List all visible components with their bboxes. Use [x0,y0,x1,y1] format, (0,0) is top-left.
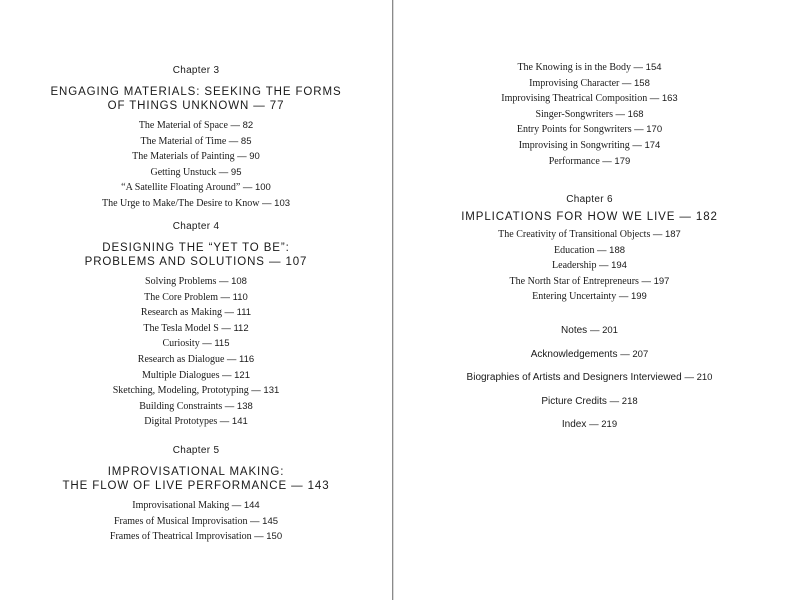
toc-entry[interactable]: The Material of Space — 82 [138,120,254,131]
toc-entry[interactable]: The Materials of Painting — 90 [132,151,260,163]
toc-entry[interactable]: Education — 188 [553,244,626,256]
toc-entry[interactable]: The Core Problem — 110 [144,291,248,303]
chapter-label: Chapter 4 [172,221,220,232]
chapter-6-block [394,193,785,305]
chapter-title-text: OF THINGS UNKNOWN [107,100,250,112]
toc-entry[interactable]: The Knowing is in the Body — 154 [517,62,662,73]
toc-entry[interactable]: Digital Prototypes — 141 [144,416,248,428]
back-matter-entry[interactable]: Index — 219 [561,419,618,430]
toc-entry[interactable]: The North Star of Entrepreneurs — 197 [509,275,670,287]
chapter-title-text: PROBLEMS AND SOLUTIONS [84,256,265,268]
chapter-5-block [0,444,392,545]
back-matter-entry[interactable]: Biographies of Artists and Designers Interviewed — 210 [466,372,713,383]
toc-entry[interactable]: Improvising Character — 158 [529,77,650,89]
toc-entry[interactable]: Research as Making — 111 [140,307,252,319]
chapter-3-block [0,64,392,212]
back-matter-entry[interactable]: Notes — 201 [561,325,618,336]
toc-entry[interactable]: Performance — 179 [548,155,631,167]
chapter-page-number: — 182 [679,211,718,223]
toc-entry[interactable]: “A Satellite Floating Around” — 100 [121,182,271,194]
back-matter-entry[interactable]: Picture Credits — 218 [541,395,638,407]
toc-entry[interactable]: The Creativity of Transitional Objects — 187 [498,229,681,240]
chapter-title [394,210,785,224]
chapter-label: Chapter 5 [172,445,220,456]
chapter-title [0,241,392,269]
toc-entry[interactable]: Entry Points for Songwriters — 170 [516,124,663,136]
toc-entry-list [394,60,785,169]
toc-entry[interactable]: Solving Problems — 108 [145,276,247,287]
toc-entry[interactable]: Leadership — 194 [552,260,627,272]
toc-entry[interactable]: Frames of Theatrical Improvisation — 150 [109,531,283,543]
chapter-title-line2 [0,479,392,493]
back-matter-entry[interactable]: Acknowledgements — 207 [530,348,649,360]
chapter-label: Chapter 3 [172,65,220,76]
toc-entry[interactable]: Curiosity — 115 [162,338,230,350]
chapter-page-number: — 107 [268,256,308,268]
toc-entry[interactable]: Sketching, Modeling, Prototyping — 131 [112,385,280,397]
toc-entry[interactable]: Research as Dialogue — 116 [137,353,255,365]
toc-entry[interactable]: The Urge to Make/The Desire to Know — 103 [101,197,291,209]
chapter-title-line2 [0,99,392,113]
toc-entry-list [0,498,392,545]
chapter-title-line2 [0,255,392,269]
left-page [0,0,392,600]
back-matter-block [394,319,785,437]
chapter-title [0,85,392,113]
chapter-title-line1: IMPROVISATIONAL MAKING: [107,466,285,478]
chapter-4-block [0,220,392,430]
chapter-page-number: — 77 [253,100,285,112]
chapter-title [0,465,392,493]
toc-entry-list [0,274,392,430]
toc-entry-list [394,227,785,305]
toc-entry[interactable]: Singer-Songwriters — 168 [535,108,644,120]
toc-entry[interactable]: The Tesla Model S — 112 [143,322,249,334]
toc-entry[interactable]: Improvising Theatrical Composition — 163 [501,93,678,105]
chapter-title-line1: ENGAGING MATERIALS: SEEKING THE FORMS [50,86,342,98]
toc-entry[interactable]: Improvising in Songwriting — 174 [518,139,661,151]
chapter-label: Chapter 6 [566,194,613,205]
toc-entry[interactable]: Building Constraints — 138 [139,400,253,412]
toc-entry[interactable]: Entering Uncertainty — 199 [532,291,647,303]
toc-entry[interactable]: Frames of Musical Improvisation — 145 [113,515,279,527]
toc-entry[interactable]: The Material of Time — 85 [140,135,252,147]
toc-entry[interactable]: Multiple Dialogues — 121 [142,369,250,381]
chapter-title-text: IMPLICATIONS FOR HOW WE LIVE [461,211,676,223]
toc-entry-list [0,118,392,212]
right-page [394,0,785,600]
chapter-page-number: — 143 [291,480,330,492]
chapter-5-continued-block [394,60,785,169]
toc-entry[interactable]: Getting Unstuck — 95 [150,166,242,178]
toc-entry[interactable]: Improvisational Making — 144 [132,500,260,511]
chapter-title-line1: DESIGNING THE “YET TO BE”: [102,242,290,254]
chapter-title-text: THE FLOW OF LIVE PERFORMANCE [62,480,288,492]
